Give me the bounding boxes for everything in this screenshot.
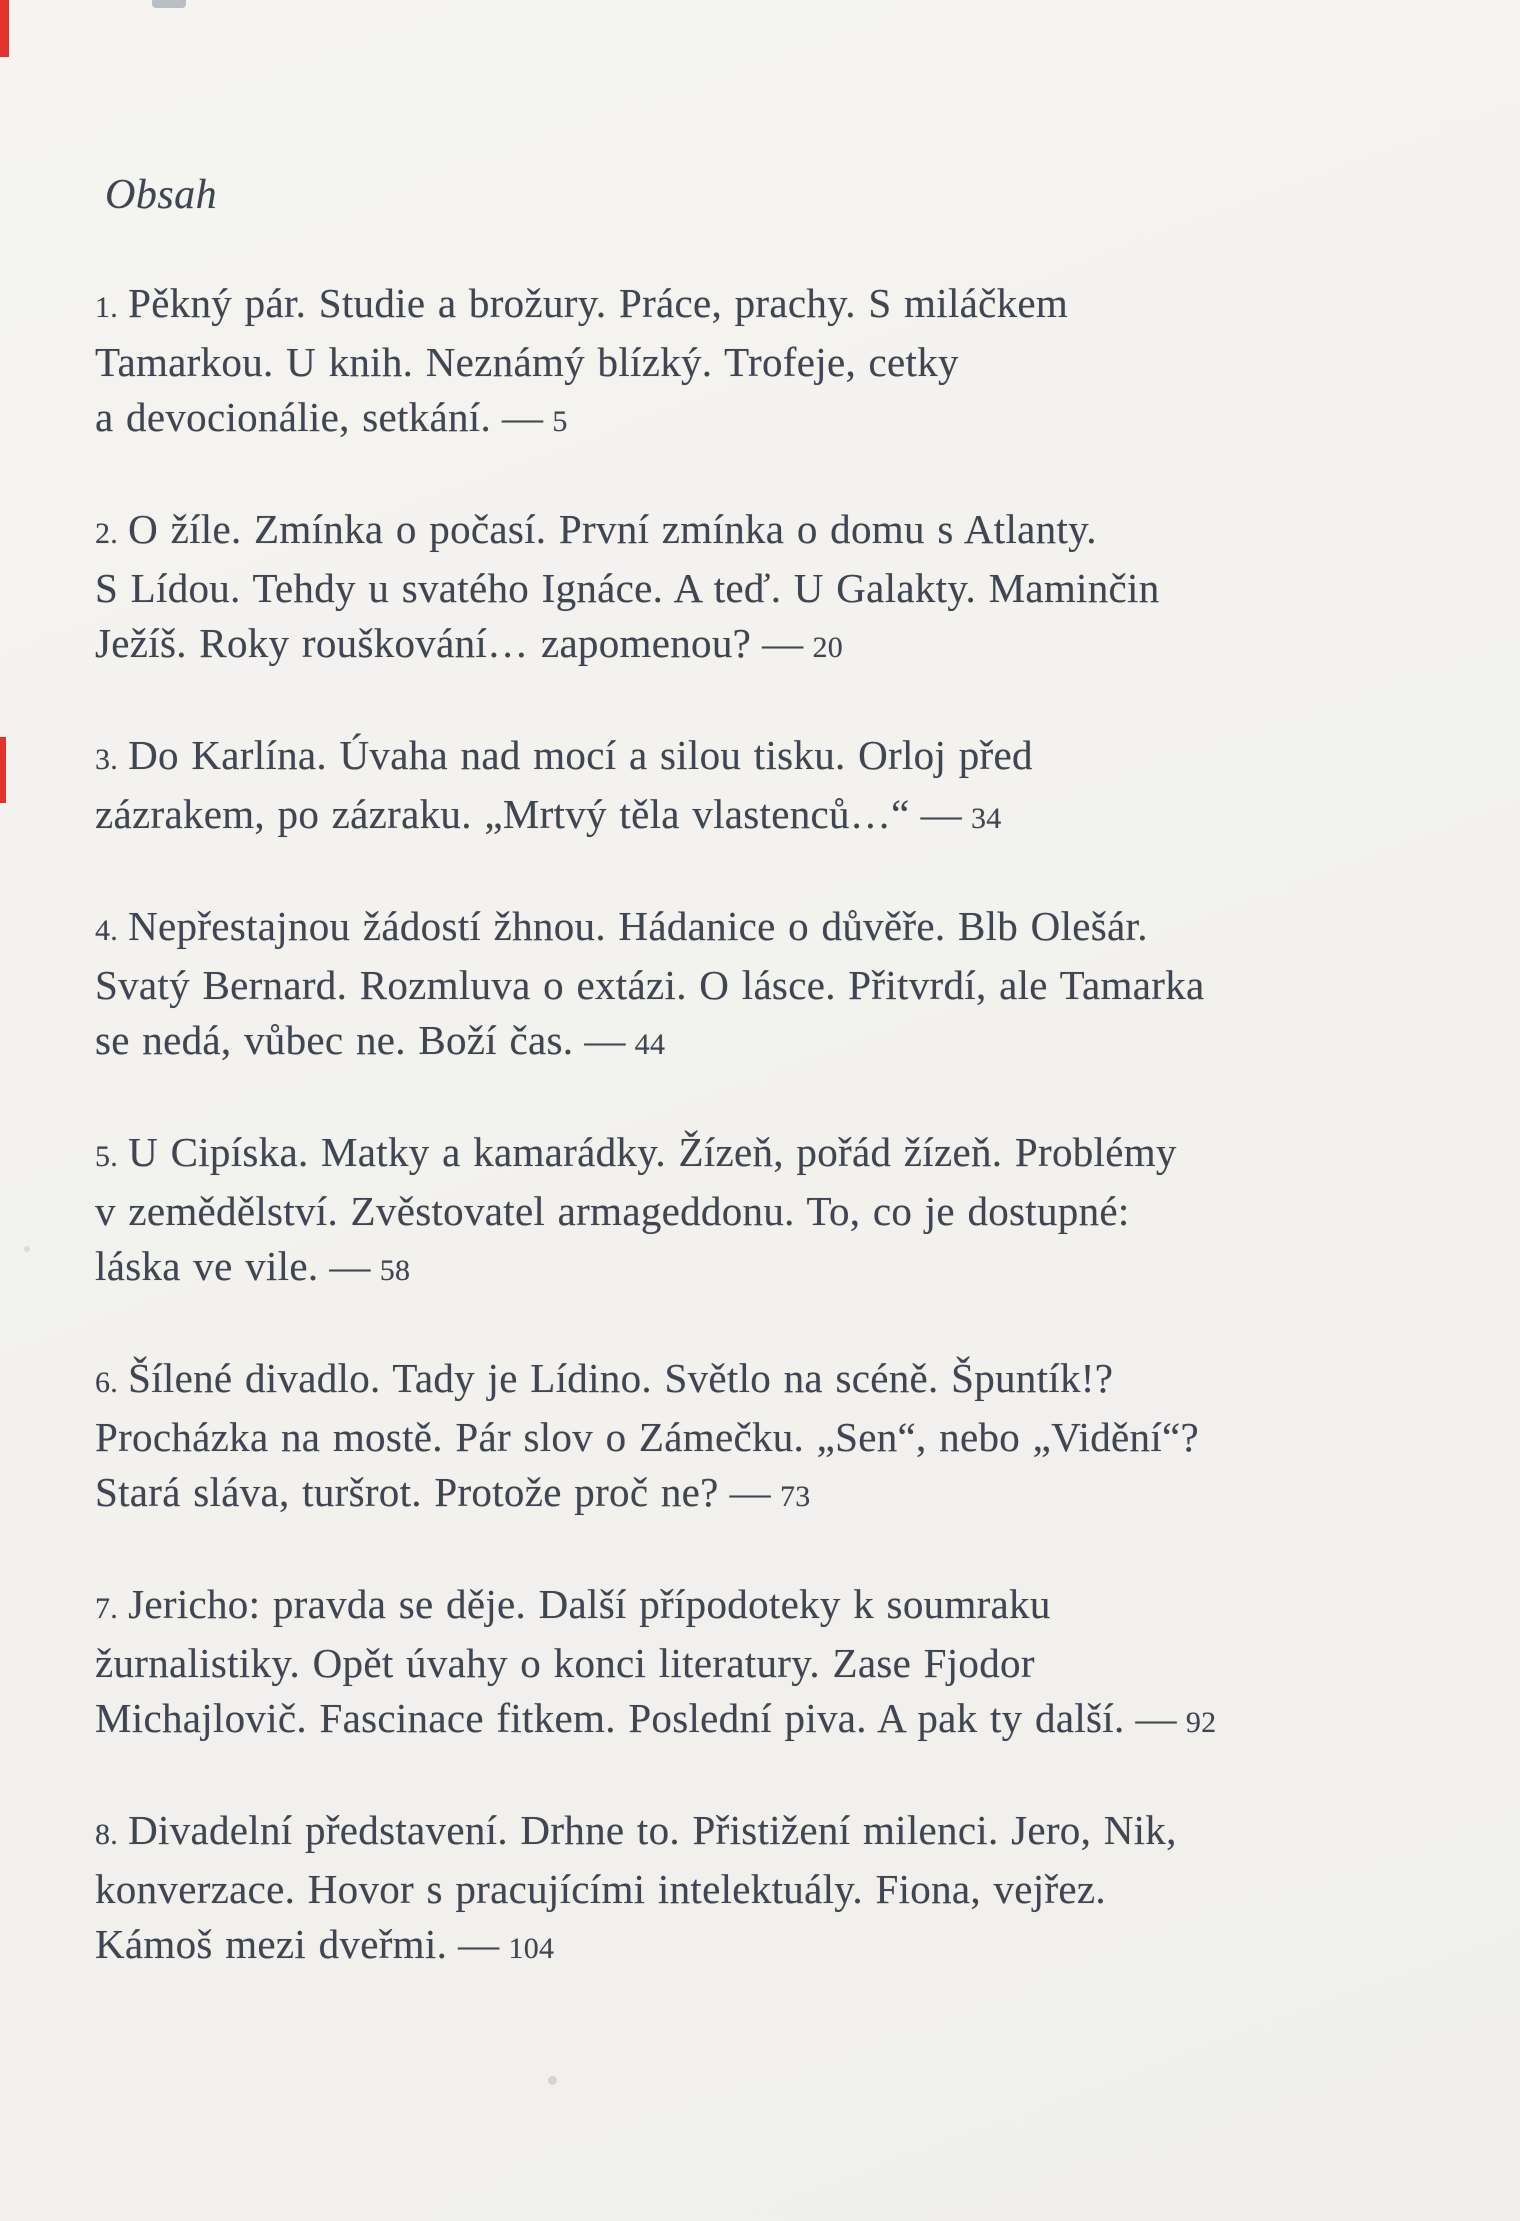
toc-entry-text: a devocionálie, setkání. xyxy=(95,394,491,440)
toc-entry-line xyxy=(95,502,1440,561)
toc-entry-text: láska ve vile. xyxy=(95,1243,319,1289)
chapter-number: 2. xyxy=(95,517,119,550)
toc-entry-line xyxy=(95,335,1440,390)
toc-entry-text: Ježíš. Roky rouškování… zapomenou? xyxy=(95,620,752,666)
chapter-number: 1. xyxy=(95,291,119,324)
page-number: 34 xyxy=(970,802,1002,835)
toc-entry-7 xyxy=(95,1577,1440,1750)
toc-entry-text: se nedá, vůbec ne. Boží čas. xyxy=(95,1017,574,1063)
toc-entry-line xyxy=(95,787,1440,846)
page-dash: — xyxy=(584,1017,626,1063)
toc-entry-text: Svatý Bernard. Rozmluva o extázi. O lásce. Přitvrdí, ale Tamarka xyxy=(95,962,1205,1008)
toc-entry-text: Do Karlína. Úvaha nad mocí a silou tisku. Orloj před xyxy=(128,732,1033,778)
chapter-number: 8. xyxy=(95,1818,119,1851)
toc-entry-line xyxy=(95,1691,1440,1750)
toc-entry-text: konverzace. Hovor s pracujícími intelektuály. Fiona, vejřez. xyxy=(95,1866,1106,1912)
toc-entry-line xyxy=(95,276,1440,335)
toc-entry-line xyxy=(95,1013,1440,1072)
toc-entry-text: Tamarkou. U knih. Neznámý blízký. Trofeje, cetky xyxy=(95,339,959,385)
page-dash: — xyxy=(458,1921,500,1967)
page-number: 20 xyxy=(812,631,844,664)
page-number: 5 xyxy=(552,405,568,438)
page-title: Obsah xyxy=(105,172,218,218)
page-dash: — xyxy=(920,791,962,837)
chapter-number: 3. xyxy=(95,743,119,776)
toc-entry-4 xyxy=(95,899,1440,1072)
toc-entry-6 xyxy=(95,1351,1440,1524)
toc-entry-text: U Cipíska. Matky a kamarádky. Žízeň, pořád žízeň. Problémy xyxy=(128,1129,1177,1175)
toc-entry-line xyxy=(95,1465,1440,1524)
toc-entry-line xyxy=(95,1917,1440,1976)
toc-entry-text: žurnalistiky. Opět úvahy o konci literatury. Zase Fjodor xyxy=(95,1640,1035,1686)
toc-entry-line xyxy=(95,958,1440,1013)
page-number: 44 xyxy=(634,1028,666,1061)
toc-entry-3 xyxy=(95,728,1440,846)
toc-entry-text: Michajlovič. Fascinace fitkem. Poslední piva. A pak ty další. xyxy=(95,1695,1125,1741)
toc-entry-line xyxy=(95,616,1440,675)
toc-entry-text: Divadelní představení. Drhne to. Přistižení milenci. Jero, Nik, xyxy=(128,1807,1177,1853)
scan-artifact-gray-mark xyxy=(152,0,186,8)
page-dash: — xyxy=(762,620,804,666)
toc-entry-line xyxy=(95,728,1440,787)
toc-entry-line xyxy=(95,1803,1440,1862)
chapter-number: 6. xyxy=(95,1366,119,1399)
toc-entry-text: S Lídou. Tehdy u svatého Ignáce. A teď. U Galakty. Maminčin xyxy=(95,565,1160,611)
chapter-number: 4. xyxy=(95,914,119,947)
toc-entry-text: Šílené divadlo. Tady je Lídino. Světlo na scéně. Špuntík!? xyxy=(128,1355,1114,1401)
page-dash: — xyxy=(329,1243,371,1289)
page-dash: — xyxy=(502,394,544,440)
toc-entry-line xyxy=(95,1239,1440,1298)
toc-entry-1 xyxy=(95,276,1440,449)
toc-entry-text: O žíle. Zmínka o počasí. První zmínka o domu s Atlanty. xyxy=(128,506,1097,552)
page-dash: — xyxy=(1135,1695,1177,1741)
toc-entry-line xyxy=(95,561,1440,616)
toc-entry-text: Pěkný pár. Studie a brožury. Práce, prachy. S miláčkem xyxy=(128,280,1069,326)
page-number: 73 xyxy=(779,1480,811,1513)
toc-entry-2 xyxy=(95,502,1440,675)
toc-entry-line xyxy=(95,1636,1440,1691)
chapter-number: 7. xyxy=(95,1592,119,1625)
scan-artifact-speck xyxy=(548,2076,557,2085)
page-dash: — xyxy=(729,1469,771,1515)
scan-artifact-speck xyxy=(24,1246,30,1252)
toc-entry-8 xyxy=(95,1803,1440,1976)
toc-entry-text: zázrakem, po zázraku. „Mrtvý těla vlastenců…“ xyxy=(95,791,910,837)
toc-entry-line xyxy=(95,1125,1440,1184)
toc-entry-line xyxy=(95,390,1440,449)
chapter-number: 5. xyxy=(95,1140,119,1173)
toc-entry-line xyxy=(95,1577,1440,1636)
toc-entry-line xyxy=(95,1862,1440,1917)
scan-artifact-red-edge-mid xyxy=(0,737,6,803)
table-of-contents xyxy=(95,168,1440,2029)
page-number: 58 xyxy=(379,1254,411,1287)
toc-entry-text: Procházka na mostě. Pár slov o Zámečku. „Sen“, nebo „Vidění“? xyxy=(95,1414,1200,1460)
scan-artifact-red-edge-top xyxy=(0,0,9,57)
toc-entry-5 xyxy=(95,1125,1440,1298)
toc-entry-line xyxy=(95,899,1440,958)
toc-entry-line xyxy=(95,1351,1440,1410)
toc-entry-text: Jericho: pravda se děje. Další přípodoteky k soumraku xyxy=(128,1581,1051,1627)
page-number: 104 xyxy=(508,1932,555,1965)
toc-entry-line xyxy=(95,1184,1440,1239)
toc-entry-text: Kámoš mezi dveřmi. xyxy=(95,1921,448,1967)
toc-entry-text: Stará sláva, turšrot. Protože proč ne? xyxy=(95,1469,719,1515)
toc-entry-text: v zemědělství. Zvěstovatel armageddonu. To, co je dostupné: xyxy=(95,1188,1130,1234)
toc-entry-text: Nepřestajnou žádostí žhnou. Hádanice o důvěře. Blb Olešár. xyxy=(128,903,1148,949)
toc-entry-line xyxy=(95,1410,1440,1465)
page-number: 92 xyxy=(1185,1706,1217,1739)
